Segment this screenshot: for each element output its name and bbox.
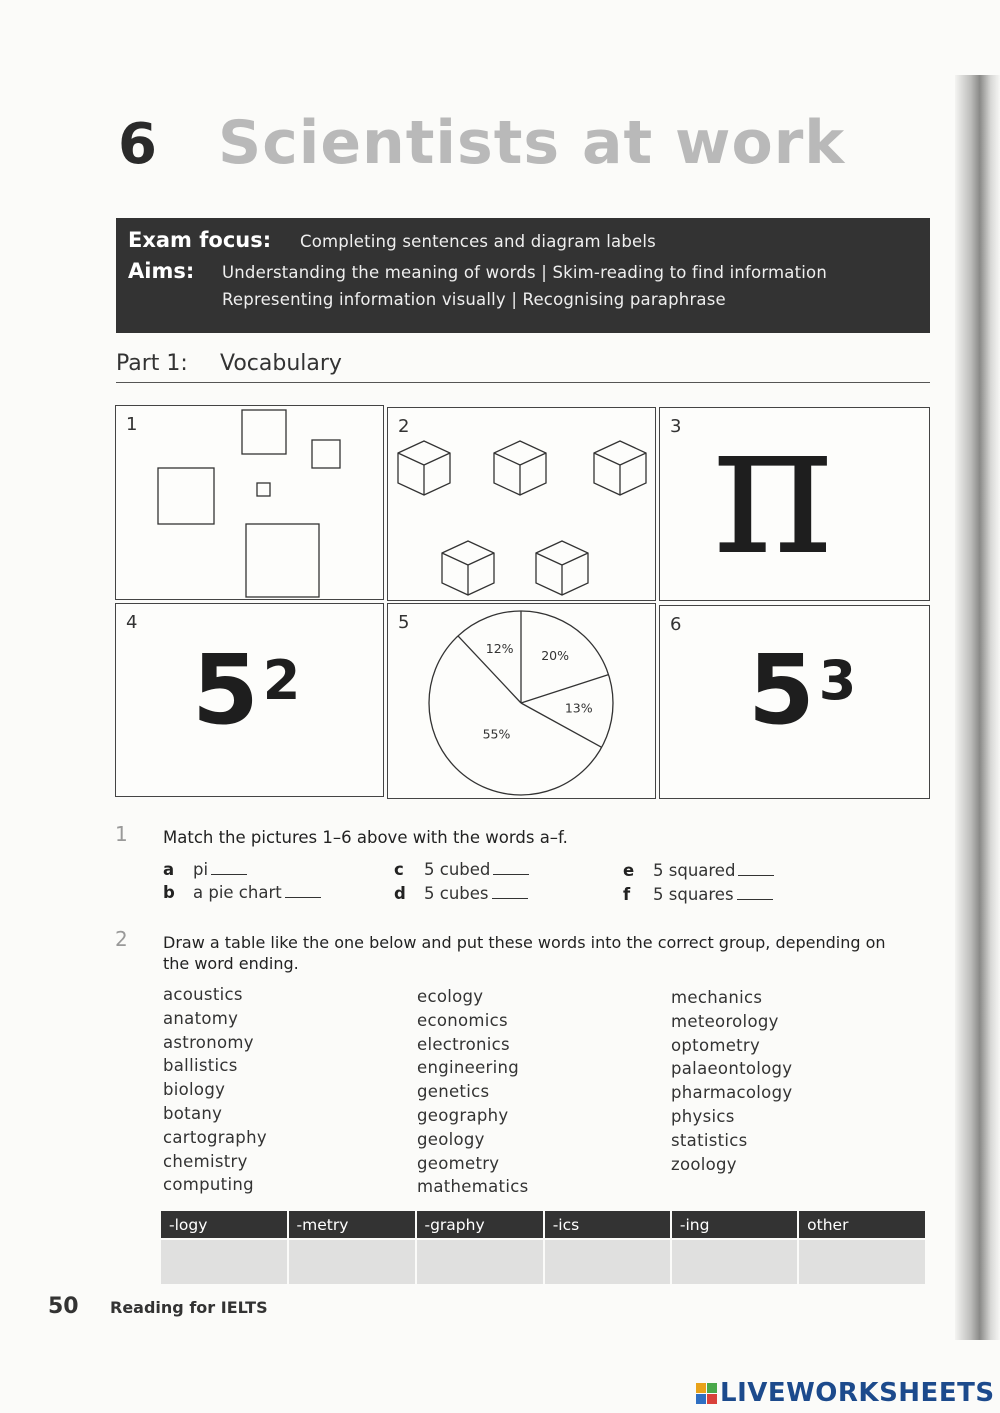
pie-slice-label: 12% xyxy=(485,641,514,657)
page-binding-shadow xyxy=(955,75,1000,1340)
option-text: a pie chart xyxy=(193,883,282,902)
option-letter: b xyxy=(163,883,175,902)
option-letter: d xyxy=(394,884,406,903)
word-item: geography xyxy=(417,1105,509,1125)
liveworksheets-icon xyxy=(696,1383,717,1404)
five-cubed xyxy=(748,634,856,746)
word-item: meteorology xyxy=(671,1011,779,1031)
aims-label: Aims: xyxy=(128,259,195,283)
square-shape xyxy=(246,524,319,597)
word-item: geometry xyxy=(417,1153,500,1173)
answer-blank[interactable] xyxy=(492,884,528,899)
option-text: 5 squared xyxy=(653,861,736,880)
picture-number: 5 xyxy=(398,612,410,633)
exercise-1-number: 1 xyxy=(115,822,128,846)
picture-5-pie-chart xyxy=(387,603,656,799)
cube-shape xyxy=(442,541,494,595)
word-item: physics xyxy=(671,1106,735,1126)
word-ending-table xyxy=(161,1211,927,1284)
word-item: astronomy xyxy=(163,1032,254,1052)
picture-number: 3 xyxy=(670,416,682,437)
chapter-title: Scientists at work xyxy=(218,108,846,178)
table-header-cell: other xyxy=(798,1211,926,1239)
pie-slice-divider xyxy=(521,675,608,703)
table-answer-cell[interactable] xyxy=(161,1239,288,1284)
word-item: computing xyxy=(163,1175,254,1195)
book-title: Reading for IELTS xyxy=(110,1298,268,1317)
picture-number: 2 xyxy=(398,416,410,437)
word-item: electronics xyxy=(417,1034,510,1054)
table-answer-cell[interactable] xyxy=(798,1239,926,1284)
table-header-row xyxy=(161,1211,926,1239)
exercise-1-instruction: Match the pictures 1–6 above with the words a–f. xyxy=(163,828,568,847)
table-header-cell: -metry xyxy=(288,1211,416,1239)
picture-2-cubes xyxy=(387,407,656,601)
match-option-c xyxy=(394,860,529,879)
table-row xyxy=(161,1239,926,1284)
match-option-b xyxy=(163,883,321,902)
word-item: ecology xyxy=(417,987,484,1006)
table-header-cell: -ing xyxy=(671,1211,798,1239)
chapter-heading xyxy=(118,108,845,178)
word-item: zoology xyxy=(671,1154,737,1174)
word-item: botany xyxy=(163,1103,223,1123)
word-item: chemistry xyxy=(163,1151,248,1171)
square-shape xyxy=(257,483,270,496)
picture-number: 6 xyxy=(670,614,682,635)
word-item: anatomy xyxy=(163,1008,239,1028)
word-item: optometry xyxy=(671,1035,761,1055)
exercise-2-instruction-line-2: the word ending. xyxy=(163,954,299,973)
option-letter: a xyxy=(163,860,175,879)
table-answer-cell[interactable] xyxy=(671,1239,798,1284)
answer-blank[interactable] xyxy=(285,883,321,898)
table-header-cell: -logy xyxy=(161,1211,288,1239)
part-label: Part 1: xyxy=(116,350,188,376)
square-shape xyxy=(242,410,286,454)
match-option-f xyxy=(623,885,773,904)
word-item: cartography xyxy=(163,1127,267,1147)
table-answer-cell[interactable] xyxy=(416,1239,544,1284)
picture-6-cubed xyxy=(659,605,930,799)
exam-focus-label: Exam focus: xyxy=(128,228,272,252)
aims-line-1: Understanding the meaning of words | Skim-reading to find information xyxy=(222,263,828,282)
word-list-column-1 xyxy=(163,983,267,1197)
cube-shape xyxy=(536,541,588,595)
picture-4-squared xyxy=(115,603,384,797)
chapter-number: 6 xyxy=(118,112,157,177)
word-item: genetics xyxy=(417,1082,490,1102)
picture-number: 4 xyxy=(126,612,138,633)
power-exponent: 3 xyxy=(818,649,857,712)
answer-blank[interactable] xyxy=(738,861,774,876)
picture-number: 1 xyxy=(126,414,138,435)
cube-shape xyxy=(494,441,546,495)
power-exponent: 2 xyxy=(262,649,301,712)
power-base: 5 xyxy=(192,634,259,746)
word-list-column-3 xyxy=(671,986,792,1176)
table-header-cell: -graphy xyxy=(416,1211,544,1239)
answer-blank[interactable] xyxy=(493,860,529,875)
exercise-2-number: 2 xyxy=(115,927,128,951)
part-heading xyxy=(116,344,930,383)
option-letter: e xyxy=(623,861,635,880)
cube-shape xyxy=(398,441,450,495)
word-item: geology xyxy=(417,1129,485,1149)
exercise-2-instruction-line-1: Draw a table like the one below and put these words into the correct group, depending on xyxy=(163,933,886,952)
pie-chart xyxy=(388,604,657,800)
word-item: economics xyxy=(417,1010,508,1030)
pi-symbol: π xyxy=(712,380,834,596)
word-item: mechanics xyxy=(671,988,763,1007)
squares-drawing xyxy=(116,406,385,601)
option-text: 5 squares xyxy=(653,885,734,904)
page-number: 50 xyxy=(48,1294,79,1319)
option-letter: f xyxy=(623,885,631,904)
word-item: engineering xyxy=(417,1058,520,1078)
word-item: pharmacology xyxy=(671,1083,793,1103)
liveworksheets-logo xyxy=(696,1378,995,1408)
cube-shape xyxy=(594,441,646,495)
picture-1-squares xyxy=(115,405,384,600)
match-option-e xyxy=(623,861,774,880)
option-text: pi xyxy=(193,860,209,879)
exam-focus-text: Completing sentences and diagram labels xyxy=(300,232,656,251)
square-shape xyxy=(312,440,340,468)
pie-slice-label: 13% xyxy=(564,700,593,716)
answer-blank[interactable] xyxy=(211,860,247,875)
answer-blank[interactable] xyxy=(737,885,773,900)
aims-line-2: Representing information visually | Recognising paraphrase xyxy=(222,290,726,309)
picture-3-pi xyxy=(659,380,930,601)
word-item: acoustics xyxy=(163,985,243,1004)
match-option-d xyxy=(394,884,528,903)
pie-slice-label: 20% xyxy=(541,648,569,664)
word-item: palaeontology xyxy=(671,1059,793,1079)
word-item: mathematics xyxy=(417,1177,529,1197)
word-item: ballistics xyxy=(163,1056,238,1076)
square-shape xyxy=(158,468,214,524)
table-answer-cell[interactable] xyxy=(544,1239,671,1284)
exam-focus-box xyxy=(116,218,930,333)
cubes-drawing xyxy=(388,408,657,602)
table-answer-cell[interactable] xyxy=(288,1239,416,1284)
power-base: 5 xyxy=(748,634,815,746)
word-list-column-2 xyxy=(417,985,528,1199)
match-option-a xyxy=(163,860,247,879)
option-text: 5 cubes xyxy=(424,884,489,903)
word-item: statistics xyxy=(671,1130,748,1150)
table-header-cell: -ics xyxy=(544,1211,671,1239)
pie-slice-label: 55% xyxy=(482,726,511,742)
option-letter: c xyxy=(394,860,404,879)
option-text: 5 cubed xyxy=(424,860,491,879)
part-title: Vocabulary xyxy=(220,350,342,376)
five-squared xyxy=(192,634,300,746)
word-item: biology xyxy=(163,1080,226,1100)
liveworksheets-wordmark: LIVEWORKSHEETS xyxy=(720,1378,995,1408)
